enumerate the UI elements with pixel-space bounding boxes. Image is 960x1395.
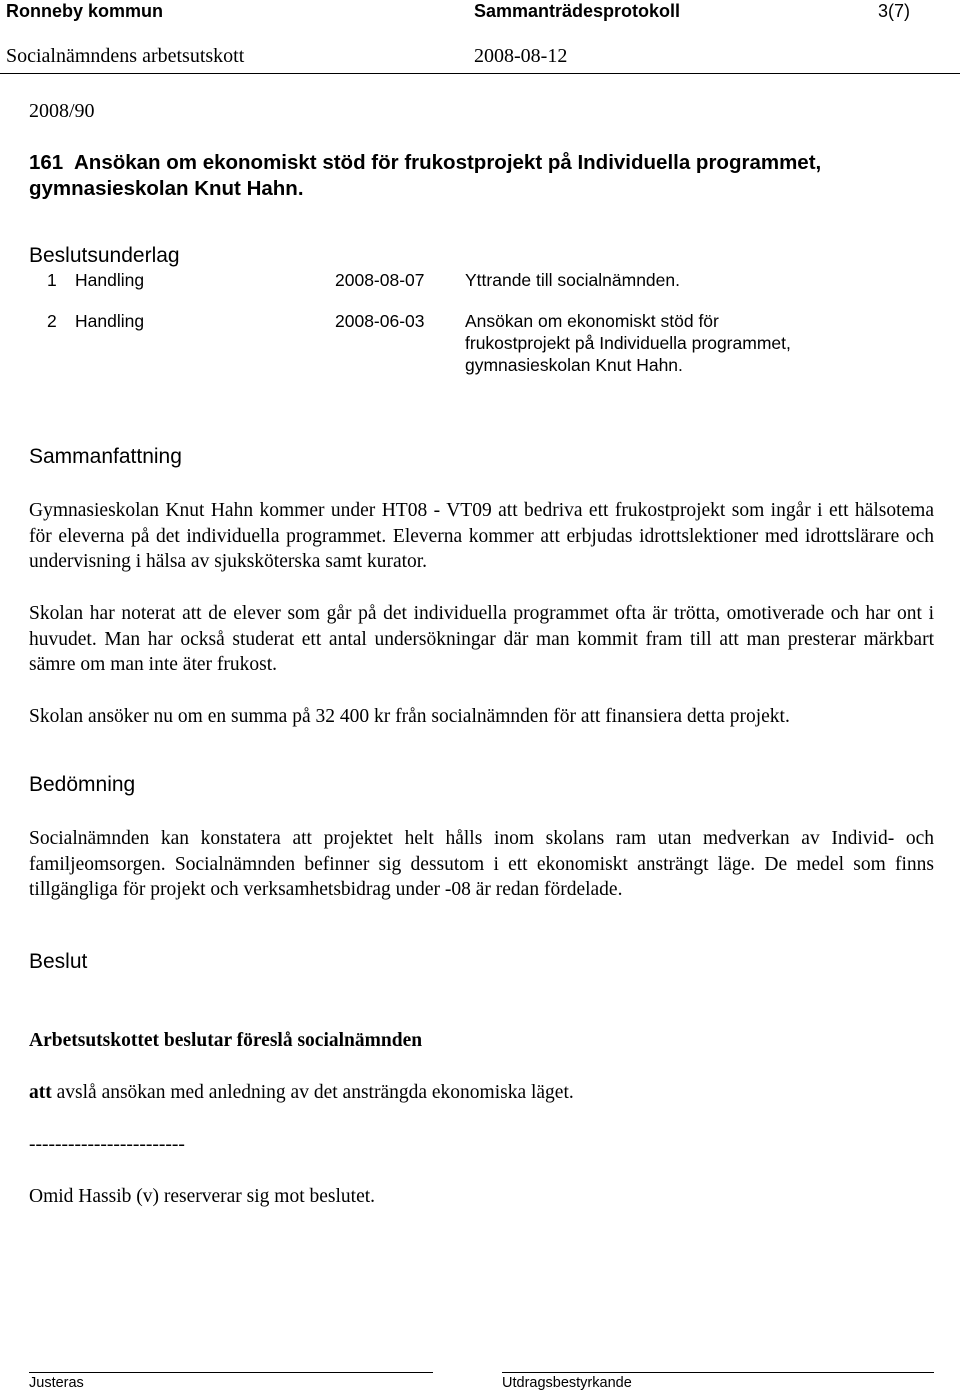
footer-justeras: Justeras [29, 1375, 84, 1391]
item-heading [29, 150, 939, 202]
document-date: 2008-06-03 [335, 311, 425, 331]
item-number: 161 [29, 151, 64, 174]
assessment-paragraph: Socialnämnden kan konstatera att projektet helt hålls inom skolans ram utan medverkan av Individ- och familjeomsorgen. Socialnämnden befinner sig dessutom i ett ekonomiskt ansträngt läge. De medel som finns tillgängliga för projekt och verksamhetsbidrag under -08 är redan fördelade. [29, 828, 934, 900]
page-number: 3(7) [878, 1, 911, 21]
decision-text: avslå ansökan med anledning av det ansträngda ekonomiska läget. [56, 1082, 574, 1103]
document-number: 2 [47, 311, 57, 331]
decision-keyword: att [29, 1082, 52, 1103]
municipality-name: Ronneby kommun [6, 1, 164, 21]
case-number: 2008/90 [29, 100, 95, 122]
document-description: Yttrande till socialnämnden. [465, 270, 680, 290]
meeting-date: 2008-08-12 [474, 45, 568, 67]
decision-proposal: Arbetsutskottet beslutar föreslå socialnämnden [29, 1030, 423, 1051]
footer-utdrag-rule [502, 1372, 934, 1373]
document-type: Sammanträdesprotokoll [474, 1, 681, 21]
committee-name: Socialnämndens arbetsutskott [6, 45, 245, 67]
separator-line: ------------------------ [29, 1134, 185, 1155]
reservation-note: Omid Hassib (v) reserverar sig mot beslutet. [29, 1186, 376, 1207]
document-type: Handling [75, 270, 145, 290]
section-heading-beslutsunderlag: Beslutsunderlag [29, 244, 180, 267]
summary-paragraph-3: Skolan ansöker nu om en summa på 32 400 kr från socialnämnden för att finansiera detta projekt. [29, 706, 790, 727]
summary-paragraph-2: Skolan har noterat att de elever som går på det individuella programmet ofta är trötta, omotiverade och har ont i huvudet. Man har också studerat ett antal undersökningar där man kommit fram till att man presterar märkbart sämre om man inte äter frukost. [29, 603, 934, 675]
footer-justeras-rule [29, 1372, 433, 1373]
decision-line [29, 1082, 574, 1104]
document-number: 1 [47, 270, 57, 290]
section-heading-bedomning: Bedömning [29, 773, 136, 796]
header-divider [0, 73, 960, 74]
section-heading-beslut: Beslut [29, 950, 88, 973]
document-date: 2008-08-07 [335, 270, 425, 290]
section-heading-sammanfattning: Sammanfattning [29, 445, 182, 468]
footer-utdragsbestyrkande: Utdragsbestyrkande [502, 1375, 632, 1391]
summary-paragraph-1: Gymnasieskolan Knut Hahn kommer under HT08 - VT09 att bedriva ett frukostprojekt som ingår i ett hälsotema för eleverna på det individuella programmet. Eleverna kommer att erbjudas idrottslektioner med idrottslärare och undervisning i hälsa av sjuksköterska samt kurator. [29, 500, 934, 572]
item-title: Ansökan om ekonomiskt stöd för frukostprojekt på Individuella programmet, gymnasieskolan Knut Hahn. [29, 151, 822, 200]
document-type: Handling [75, 311, 145, 331]
document-description: Ansökan om ekonomiskt stöd för frukostprojekt på Individuella programmet, gymnasieskolan Knut Hahn. [465, 311, 791, 375]
